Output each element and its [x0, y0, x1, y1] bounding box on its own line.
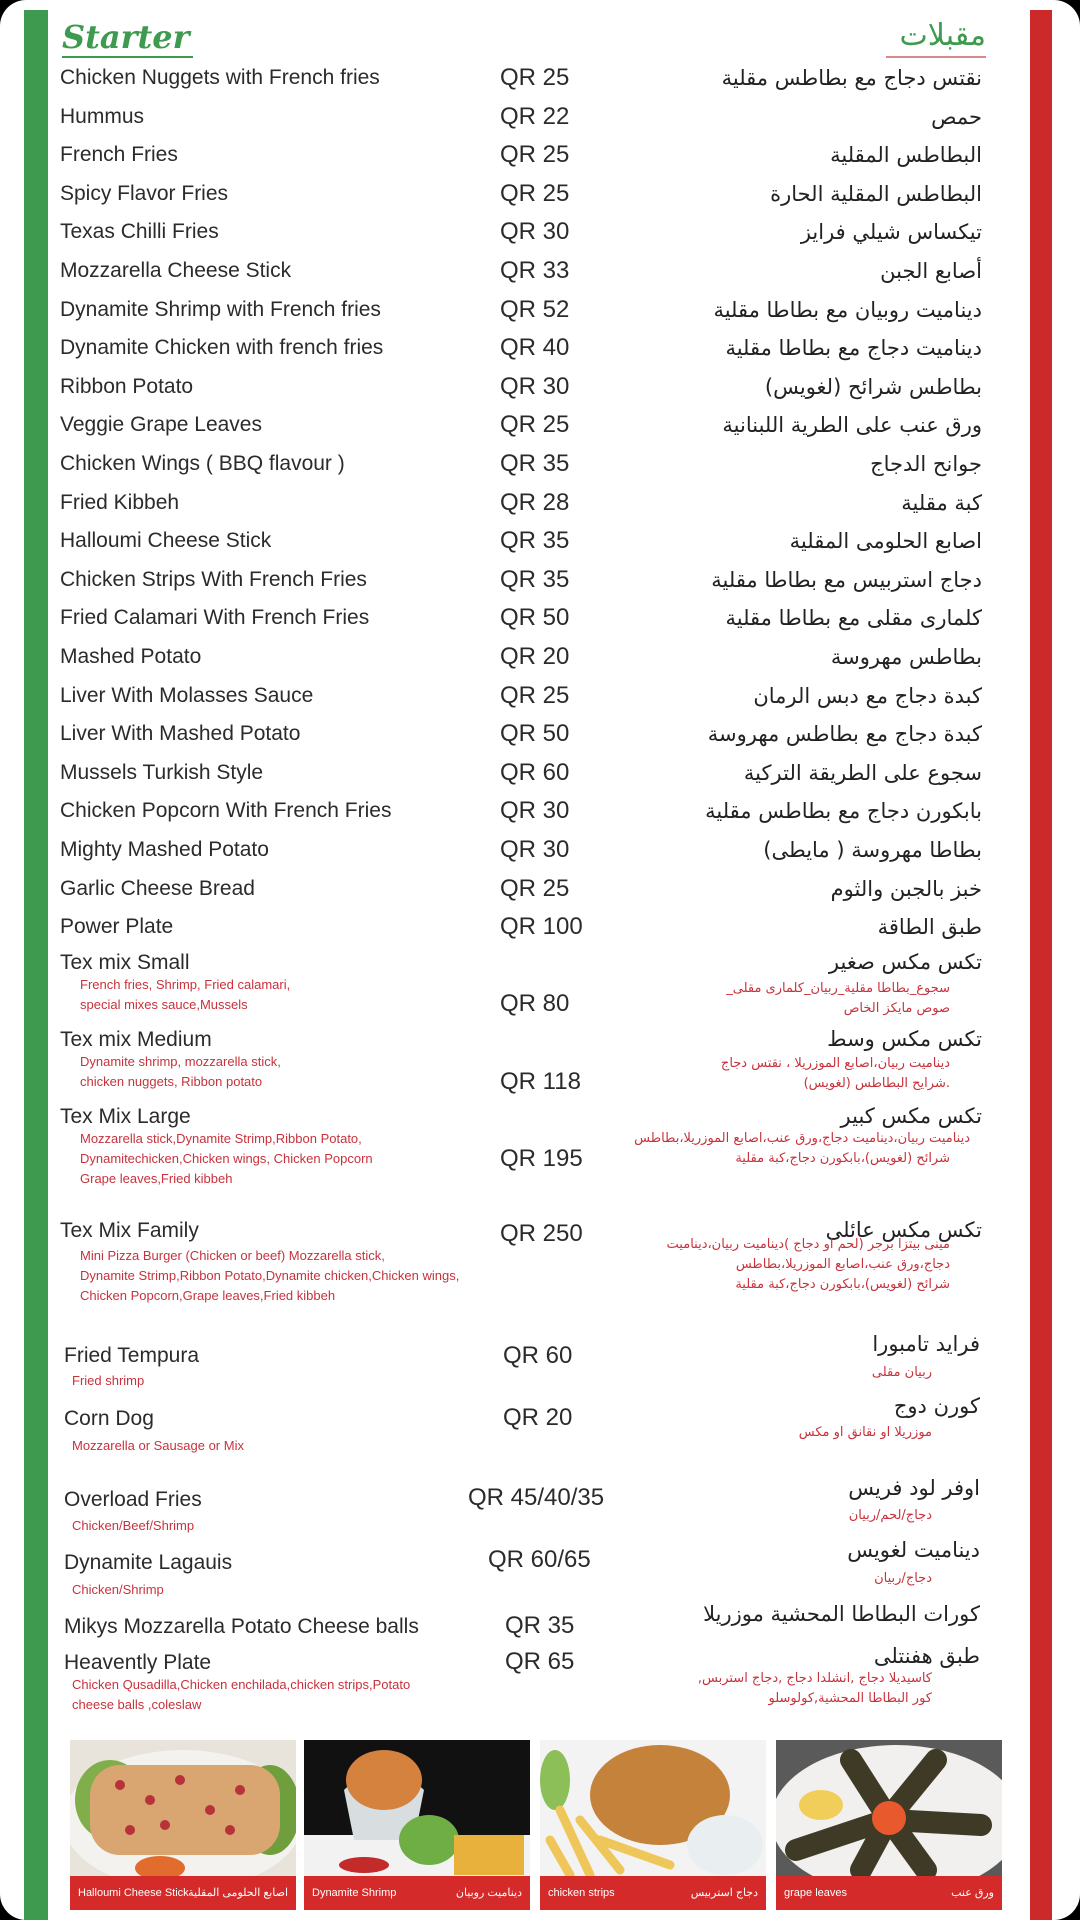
item-price: QR 52: [500, 295, 570, 323]
combo-description-ar: ديناميت ربيان،ديناميت دجاج،ورق عنب،اصابع الموزريلا،بطاطس: [634, 1131, 970, 1146]
menu-item-row: [0, 296, 1080, 332]
menu-item-row: [0, 527, 1080, 563]
item-name-ar: كبة مقلية: [901, 490, 982, 515]
item-name-ar: ديناميت روبيان مع بطاطا مقلية: [713, 297, 982, 322]
photo-caption-en: Halloumi Cheese Stick: [78, 1887, 189, 1899]
extra-description-ar: ربيان مقلى: [871, 1365, 932, 1380]
combo-description-en: Chicken Popcorn,Grape leaves,Fried kibbeh: [80, 1288, 336, 1303]
extra-name-ar: ديناميت لغويس: [847, 1538, 980, 1562]
photo-grape-leaves: [776, 1740, 1002, 1912]
photo-caption-en: Dynamite Shrimp: [312, 1887, 397, 1899]
item-price: QR 25: [500, 874, 570, 902]
item-price: QR 25: [500, 411, 570, 439]
item-name-ar: بطاطا مهروسة ( مايطى): [763, 838, 982, 862]
photo-caption-en: chicken strips: [548, 1887, 615, 1899]
menu-item-row: [0, 103, 1080, 139]
extra-name-ar: طبق هفنتلى: [873, 1644, 980, 1668]
menu-item-row: [0, 566, 1080, 602]
item-price: QR 40: [500, 334, 570, 362]
extra-description-en: Chicken/Beef/Shrimp: [72, 1518, 195, 1533]
item-price: QR 22: [500, 102, 570, 130]
menu-item-row: [0, 913, 1080, 949]
item-price: QR 30: [500, 218, 570, 246]
item-price: QR 33: [500, 257, 570, 284]
extra-description-en: Chicken/Shrimp: [72, 1582, 164, 1597]
menu-item-row: [0, 64, 1080, 100]
item-name-en: Chicken Nuggets with French fries: [60, 66, 380, 89]
extra-name-ar: فرايد تامبورا: [872, 1332, 980, 1356]
item-name-en: Hummus: [60, 104, 145, 128]
extra-name-en: Mikys Mozzarella Potato Cheese balls: [64, 1615, 419, 1638]
item-name-ar: ورق عنب على الطرية اللبنانية: [722, 413, 982, 438]
combo-description-en: Mozzarella stick,Dynamite Strimp,Ribbon Potato,: [80, 1131, 362, 1146]
menu-item-row: [0, 411, 1080, 447]
menu-item-row: [0, 604, 1080, 640]
menu-item-row: [0, 489, 1080, 525]
menu-item-row: [0, 836, 1080, 872]
item-price: QR 60: [500, 758, 570, 786]
photo-caption-ar: ورق عنب: [951, 1887, 994, 1899]
item-price: QR 30: [500, 372, 570, 400]
combo-price: QR 250: [500, 1220, 583, 1247]
item-name-ar: نقتس دجاج مع بطاطس مقلية: [721, 66, 982, 90]
photo-dynamite-shrimp: [304, 1740, 530, 1912]
combo-description-ar: سجوع_بطاطا مقلية_ربيان_كلمارى مقلى_: [726, 981, 950, 996]
extra-description-en: cheese balls ,coleslaw: [72, 1697, 202, 1712]
menu-item-row: [0, 334, 1080, 370]
item-name-ar: كبدة دجاج مع دبس الرمان: [753, 683, 982, 708]
extra-name-en: Corn Dog: [64, 1407, 154, 1430]
item-price: QR 25: [500, 141, 570, 169]
combo-description-ar: شرائح (لغويس)،بابكورن دجاج،كبة مقلية: [735, 1151, 950, 1166]
menu-item-row: [0, 257, 1080, 293]
item-name-en: Fried Kibbeh: [60, 490, 180, 514]
item-price: QR 35: [500, 565, 570, 593]
extra-name-ar: اوفر لود فريس: [848, 1476, 980, 1500]
item-price: QR 50: [500, 604, 570, 632]
combo-description-ar: دجاج،ورق عنب،اصابع الموزريلا،بطاطس: [735, 1257, 950, 1272]
item-name-en: Dynamite Shrimp with French fries: [60, 297, 381, 321]
menu-item-row: [0, 141, 1080, 177]
combo-description-en: Dynamite shrimp, mozzarella stick,: [80, 1054, 281, 1069]
extra-price: QR 65: [505, 1648, 575, 1675]
extra-description-ar: كور البطاطا المحشية,كولوسلو: [768, 1691, 932, 1706]
combo-name-en: Tex Mix Large: [60, 1105, 191, 1128]
item-price: QR 20: [500, 643, 570, 670]
item-name-ar: بطاطس شرائح (لغويس): [764, 374, 982, 399]
extra-description-en: Chicken Qusadilla,Chicken enchilada,chicken strips,Potato: [72, 1677, 411, 1692]
halloumi-photo-image: [70, 1740, 296, 1876]
photo-halloumi: [70, 1740, 296, 1912]
menu-item-row: [0, 720, 1080, 756]
item-name-ar: كلمارى مقلى مع بطاطا مقلية: [725, 606, 982, 631]
photo-chicken-strips: [540, 1740, 766, 1912]
combo-name-ar: تكس مكس عائلى: [825, 1218, 982, 1242]
combo-description-ar: .شرايح البطاطس (لغويس): [803, 1076, 950, 1091]
combo-name-ar: تكس مكس وسط: [827, 1027, 982, 1051]
photo-caption: [776, 1876, 1002, 1910]
menu-item-row: [0, 450, 1080, 486]
dynamite-shrimp-photo-image: [304, 1740, 530, 1876]
item-price: QR 35: [500, 527, 570, 555]
combo-description-en: Dynamite Strimp,Ribbon Potato,Dynamite chicken,Chicken wings,: [80, 1268, 460, 1283]
extra-price: QR 60/65: [488, 1546, 591, 1573]
grape-leaves-photo-image: [776, 1740, 1002, 1876]
combo-description-ar: ديناميت ربيان،اصابع الموزريلا ، نقتس دجاج: [720, 1056, 950, 1071]
item-name-en: Ribbon Potato: [60, 374, 194, 398]
extra-name-en: Heavently Plate: [64, 1651, 212, 1674]
combo-name-ar: تكس مكس صغير: [828, 950, 982, 974]
photo-caption: [540, 1876, 766, 1910]
extra-description-en: Fried shrimp: [72, 1373, 145, 1388]
item-name-en: Mighty Mashed Potato: [60, 838, 269, 861]
extra-name-ar: كورن دوج: [893, 1394, 980, 1418]
extra-price: QR 35: [505, 1612, 575, 1639]
item-name-en: Mozzarella Cheese Stick: [60, 259, 292, 282]
combo-description-en: special mixes sauce,Mussels: [80, 997, 248, 1012]
item-name-ar: حمص: [931, 104, 982, 129]
extra-name-en: Fried Tempura: [64, 1344, 200, 1367]
item-name-ar: دجاج استربيس مع بطاطا مقلية: [711, 567, 982, 592]
item-name-ar: خبز بالجبن والثوم: [830, 876, 982, 901]
item-name-ar: كبدة دجاج مع بطاطس مهروسة: [707, 722, 982, 747]
combo-price: QR 118: [500, 1068, 581, 1095]
combo-name-ar: تكس مكس كبير: [840, 1104, 982, 1128]
extra-price: QR 45/40/35: [468, 1484, 605, 1511]
combo-name-en: Tex mix Small: [60, 951, 190, 974]
item-name-ar: اصابع الحلومى المقلية: [789, 529, 982, 554]
item-price: QR 25: [500, 681, 570, 709]
item-price: QR 25: [500, 64, 570, 91]
photo-caption: [304, 1876, 530, 1910]
item-name-en: French Fries: [60, 143, 178, 167]
extra-price: QR 20: [503, 1404, 573, 1431]
item-name-ar: سجوع على الطريقة التركية: [743, 760, 982, 785]
menu-item-row: [0, 180, 1080, 216]
combo-price: QR 80: [500, 990, 570, 1017]
menu-item-row: [0, 797, 1080, 833]
menu-item-row: [0, 218, 1080, 254]
photo-caption-ar: ديناميت روبيان: [455, 1887, 522, 1899]
combo-description-en: French fries, Shrimp, Fried calamari,: [80, 977, 291, 992]
item-name-ar: أصابع الجبن: [880, 259, 982, 283]
extra-description-ar: دجاج/ربيان: [874, 1571, 932, 1586]
item-name-en: Mussels Turkish Style: [60, 760, 264, 784]
item-name-en: Liver With Molasses Sauce: [60, 683, 314, 707]
photo-caption-ar: دجاج استربيس: [690, 1887, 758, 1899]
chicken-strips-photo-image: [540, 1740, 766, 1876]
item-name-ar: ديناميت دجاج مع بطاطا مقلية: [725, 336, 982, 361]
item-price: QR 30: [500, 836, 570, 863]
item-name-en: Chicken Wings ( BBQ flavour ): [60, 452, 345, 475]
extra-name-en: Overload Fries: [64, 1488, 202, 1511]
extra-description-en: Mozzarella or Sausage or Mix: [72, 1438, 244, 1453]
item-price: QR 50: [500, 720, 570, 748]
combo-description-ar: شرائح (لغويس)،بابكورن دجاج،كبة مقلية: [735, 1277, 950, 1292]
section-title-ar: مقبلات: [886, 16, 986, 58]
item-price: QR 25: [500, 179, 570, 207]
photo-caption-en: grape leaves: [784, 1887, 847, 1899]
combo-description-ar: مينى بيتزا برجر (لحم او دجاج )ديناميت ربيان،ديناميت: [666, 1237, 950, 1252]
item-price: QR 100: [500, 913, 583, 941]
combo-price: QR 195: [500, 1145, 583, 1172]
menu-item-row: [0, 875, 1080, 911]
item-name-en: Halloumi Cheese Stick: [60, 529, 272, 553]
extra-price: QR 60: [503, 1342, 573, 1369]
extra-name-en: Dynamite Lagauis: [64, 1551, 233, 1574]
combo-description-en: Grape leaves,Fried kibbeh: [80, 1171, 233, 1186]
combo-name-en: Tex Mix Family: [60, 1219, 199, 1242]
combo-name-en: Tex mix Medium: [60, 1028, 212, 1051]
item-name-ar: جوانح الدجاج: [870, 452, 982, 476]
item-name-ar: البطاطس المقلية الحارة: [770, 181, 982, 206]
menu-item-row: [0, 643, 1080, 679]
item-name-en: Chicken Popcorn With French Fries: [60, 799, 392, 823]
item-name-en: Texas Chilli Fries: [60, 220, 219, 244]
item-name-en: Veggie Grape Leaves: [60, 413, 262, 437]
combo-description-en: chicken nuggets, Ribbon potato: [80, 1074, 263, 1089]
item-name-en: Garlic Cheese Bread: [60, 876, 255, 900]
item-name-ar: طبق الطاقة: [877, 915, 982, 940]
menu-item-row: [0, 759, 1080, 795]
extra-description-ar: كاسيديلا دجاج ,انشلدا دجاج ,دجاج استربس,: [697, 1671, 932, 1686]
item-name-ar: البطاطس المقلية: [830, 143, 982, 168]
item-name-en: Fried Calamari With French Fries: [60, 606, 370, 630]
item-price: QR 28: [500, 488, 570, 516]
extra-description-ar: دجاج/لحم/ربيان: [848, 1508, 932, 1523]
section-title-en: Starter: [62, 18, 193, 58]
item-name-en: Power Plate: [60, 915, 174, 939]
combo-description-en: Dynamitechicken,Chicken wings, Chicken Popcorn: [80, 1151, 373, 1166]
photo-caption-ar: اصابع الحلومى المقلية: [188, 1887, 288, 1899]
item-name-en: Spicy Flavor Fries: [60, 181, 229, 205]
item-name-en: Chicken Strips With French Fries: [60, 567, 367, 591]
item-name-ar: بابكورن دجاج مع بطاطس مقلية: [705, 799, 982, 824]
item-name-en: Liver With Mashed Potato: [60, 722, 301, 746]
item-name-ar: تيكساس شيلي فرايز: [800, 220, 982, 245]
photo-caption: [70, 1876, 296, 1910]
extra-description-ar: موزريلا او نقانق او مكس: [798, 1425, 932, 1440]
combo-description-ar: صوص مايكز الخاص: [843, 1001, 950, 1016]
item-name-en: Mashed Potato: [60, 645, 202, 668]
extra-name-ar: كورات البطاطا المحشية موزريلا: [703, 1602, 980, 1626]
menu-item-row: [0, 373, 1080, 409]
item-price: QR 30: [500, 797, 570, 825]
combo-description-en: Mini Pizza Burger (Chicken or beef) Mozzarella stick,: [80, 1248, 385, 1263]
menu-item-row: [0, 682, 1080, 718]
item-price: QR 35: [500, 450, 570, 477]
item-name-ar: بطاطس مهروسة: [830, 645, 982, 669]
item-name-en: Dynamite Chicken with french fries: [60, 336, 384, 360]
